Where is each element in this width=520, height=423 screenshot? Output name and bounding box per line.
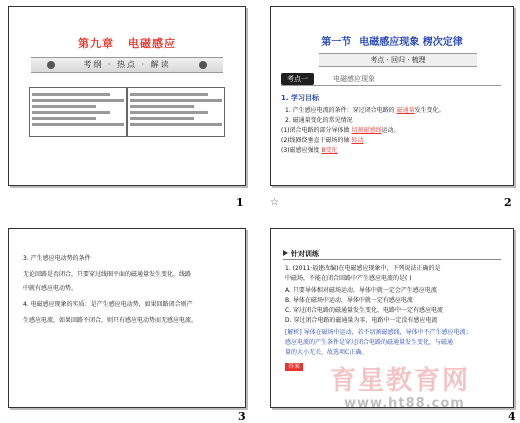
practice-heading: 针对训练 <box>283 249 319 259</box>
triangle-icon <box>283 250 288 256</box>
text-line: (2)线圈绕垂直于磁场的轴 转动 <box>281 137 364 144</box>
analysis-text: 量的大小无关，故选项C正确。 <box>285 349 368 356</box>
analysis-text: [解析] 导体在磁场中运动，若不切割磁感线，导体中不产生感应电流； <box>285 329 472 336</box>
section-title <box>271 33 513 48</box>
outline-box-left <box>29 87 127 137</box>
page-number: 1 <box>236 196 244 209</box>
page-number: 3 <box>238 410 246 423</box>
star-icon: ☆ <box>270 197 279 208</box>
text-line: 4. 电磁感应现象的实质：是产生感应电动势，如果回路闭合则产 <box>23 301 193 308</box>
page-number: 2 <box>504 196 512 209</box>
text-line: 3. 产生感应电动势的条件 <box>23 255 91 262</box>
text-line: 生感应电流，如果回路不闭合，则只有感应电动势而无感应电流。 <box>23 317 198 324</box>
text-line: (1)闭合电路的部分导体做 切割磁感线运动。 <box>281 127 400 134</box>
option-b[interactable]: B. 导体在磁场中运动，导体中就一定有感应电流 <box>285 297 413 304</box>
answer-row <box>285 363 303 371</box>
text-line: 无论回路是否闭合，只要穿过线圈平面的磁通量发生变化，线路 <box>23 271 192 278</box>
page-number: 4 <box>508 410 516 423</box>
topic-row <box>281 73 501 85</box>
section-number: 第一节 <box>321 37 352 48</box>
question-text: 1. (2011·福建改编)在电磁感应现象中，下列说法正确的是 <box>285 265 441 272</box>
chapter-name: 电磁感应 <box>128 37 176 50</box>
watermark-url: www.ht88.com <box>344 396 465 411</box>
text-line: (3)磁感应强度 B变化 <box>281 147 338 154</box>
option-d[interactable]: D. 穿过闭合电路的磁通量为零，电路中一定没有感应电流 <box>285 317 438 324</box>
answer-badge: 答案 <box>285 363 303 371</box>
banner-dot-icon <box>47 61 55 69</box>
sub-banner: 考点 · 回归 · 梳理 <box>319 53 477 67</box>
banner-text: 考纲 · 热点 · 解读 <box>83 60 171 69</box>
text-line: 中就有感应电动势。 <box>23 285 78 292</box>
text-line: 2. 磁通量变化的常见情况 <box>285 117 353 124</box>
text-line: 1. 产生感应电流的条件：穿过闭合电路的 磁通量发生变化。 <box>285 107 445 114</box>
section-name: 电磁感应现象 楞次定律 <box>359 37 463 48</box>
analysis-text: 感应电流的产生条件是穿过闭合电路的磁通量发生变化，与磁通 <box>285 339 454 346</box>
slide-3[interactable] <box>8 228 246 408</box>
option-a[interactable]: A. 只要导体相对磁场运动，导体中就一定会产生感应电流 <box>285 287 437 294</box>
outline-box-right <box>127 87 225 137</box>
question-text: 中磁场，不能在闭合回路中产生感应电流的是( ) <box>285 275 412 282</box>
goal-heading: 1. 学习目标 <box>281 94 319 102</box>
option-c[interactable]: C. 穿过闭合电路的磁通量发生变化，电路中一定有感应电流 <box>285 307 444 314</box>
banner-dot-icon <box>199 61 207 69</box>
chapter-number: 第九章 <box>78 37 114 50</box>
outline-banner <box>31 57 223 73</box>
slide-1[interactable] <box>8 6 246 186</box>
watermark <box>330 360 520 415</box>
topic-tag: 考点一 <box>281 73 314 85</box>
slide-2[interactable] <box>270 6 514 186</box>
chapter-title <box>9 35 245 51</box>
topic-name: 电磁感应现象 <box>333 75 375 83</box>
watermark-text: 育星教育网 <box>330 366 471 396</box>
